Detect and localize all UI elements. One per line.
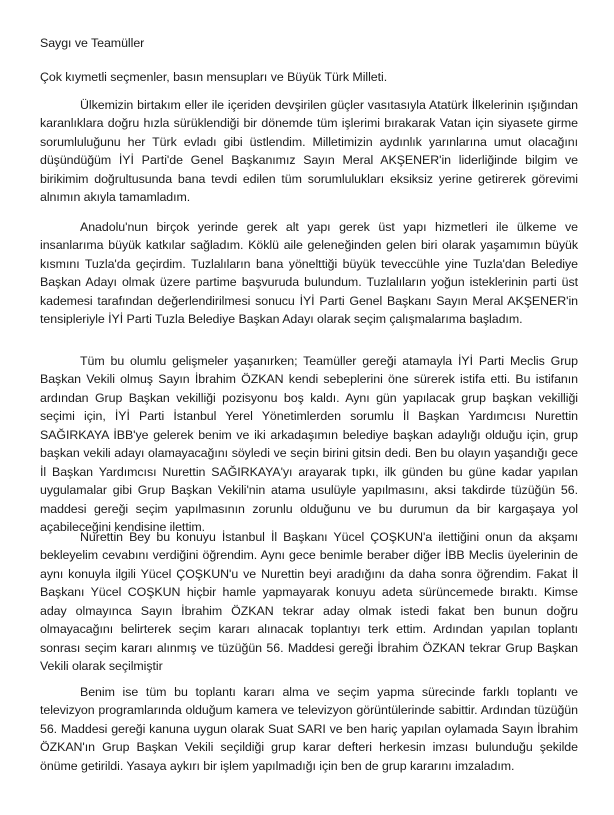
paragraph-5: Benim ise tüm bu toplantı kararı alma ve seçim yapma sürecinde farklı toplantı ve televizyon programlarında olduğum kamera ve televizyon görüntülerinde sabittir. Ardından tüzüğün 56. Maddesi gereği kanuna uygun olarak Suat SARI ve ben hariç yapılan oylamada Sayın İbrahim ÖZKAN'ın Grup Başkan Vekili seçildiği grup karar defteri herkesin imzası bulunduğu şekilde önüme getirildi. Yasaya aykırı bir işlem yapılmadığı için ben de grup kararını imzaladım. [40, 685, 578, 773]
address-line: Çok kıymetli seçmenler, basın mensupları ve Büyük Türk Milleti. [40, 70, 388, 84]
paragraph-2: Anadolu'nun birçok yerinde gerek alt yapı gerek üst yapı hizmetleri ile ülkeme ve insanlarıma büyük katkılar sağladım. Köklü aile geleneğinden gelen biri olarak yaşamımın büyük kısmını Tuzla'da geçirdim. Tuzlalıların bana yönelttiği büyük teveccühle yine Tuzla'dan Belediye Başkan Adayı olmak üzere partime başvuruda bulundum. Tuzlalıların yoğun isteklerinin parti üst kademesi tarafından değerlendirilmesi sonucu İYİ Parti Genel Başkanı Sayın Meral AKŞENER'in tensipleriyle İYİ Parti Tuzla Belediye Başkan Adayı olarak seçim çalışmalarıma başladım. [40, 220, 578, 327]
paragraph-3: Tüm bu olumlu gelişmeler yaşanırken; Teamüller gereği atamayla İYİ Parti Meclis Grup Başkan Vekili olmuş Sayın İbrahim ÖZKAN kendi sebeplerini öne sürerek istifa etti. Bu istifanın ardından Grup Başkan vekilliği pozisyonu boş kaldı. Aynı gün yapılacak grup başkan vekilliği seçimi için, İYİ Parti İstanbul Yerel Yönetimlerden sorumlu İl Başkan Yardımcısı Nurettin SAĞIRKAYA İBB'ye gelerek benim ve iki arkadaşımın belediye başkan adaylığı olduğu için, grup başkan vekili adayı olamayacağını söyledi ve seçin birini gitsin dedi. Ben bu olayın yaşandığı gece İl Başkan Yardımcısı Nurettin SAĞIRKAYA'yı arayarak tıpkı, ilk günden bu güne kadar yapılan uygulamalar gibi Grup Başkan Vekili'nin atama usulüyle yapılmasını, aksi takdirde tüzüğün 56. maddesi gereği seçim yapılmasının zorunlu olduğunu ve bu durumun da bir kargaşaya yol açabileceğini kendisine ilettim. [40, 354, 578, 535]
paragraph-1: Ülkemizin birtakım eller ile içeriden devşirilen güçler vasıtasıyla Atatürk İlkelerinin ışığından karanlıklara doğru hızla sürüklendiği bir dönemde tüm işlerimi bırakarak Vatan için siyasete girme sorumluluğunu her Türk evladı gibi üstlendim. Milletimizin aydınlık yarınlarına umut olacağını düşündüğüm İYİ Parti'de Genel Başkanımız Sayın Meral AKŞENER'in liderliğinde bilgim ve birikimim doğrultusunda bana tevdi edilen tüm sorumlulukları eksiksiz yerine getirerek görevimi alnımın akıyla tamamladım. [40, 98, 578, 205]
paragraph-4: Nurettin Bey bu konuyu İstanbul İl Başkanı Yücel ÇOŞKUN'a ilettiğini onun da akşamı bekleyelim cevabını verdiğini öğrendim. Aynı gece benimle beraber diğer İBB Meclis üyelerinin de aynı konuyla ilgili Yücel ÇOŞKUN'u ve Nurettin beyi aradığını da daha sonra öğrendim. Fakat İl Başkanı Yücel COŞKUN hiçbir hamle yapmayarak konuyu adeta sürüncemede bıraktı. Kimse aday olmayınca Sayın İbrahim ÖZKAN tekrar aday olmak istedi fakat ben bunun doğru olmayacağını belirterek seçim kararı alınacak toplantıyı terk ettim. Ardından yapılan toplantı sonrası seçim kararı alınmış ve tüzüğün 56. Maddesi gereği İbrahim ÖZKAN tekrar Grup Başkan Vekili olarak seçilmiştir [40, 530, 578, 674]
salutation: Saygı ve Teamüller [40, 36, 145, 50]
